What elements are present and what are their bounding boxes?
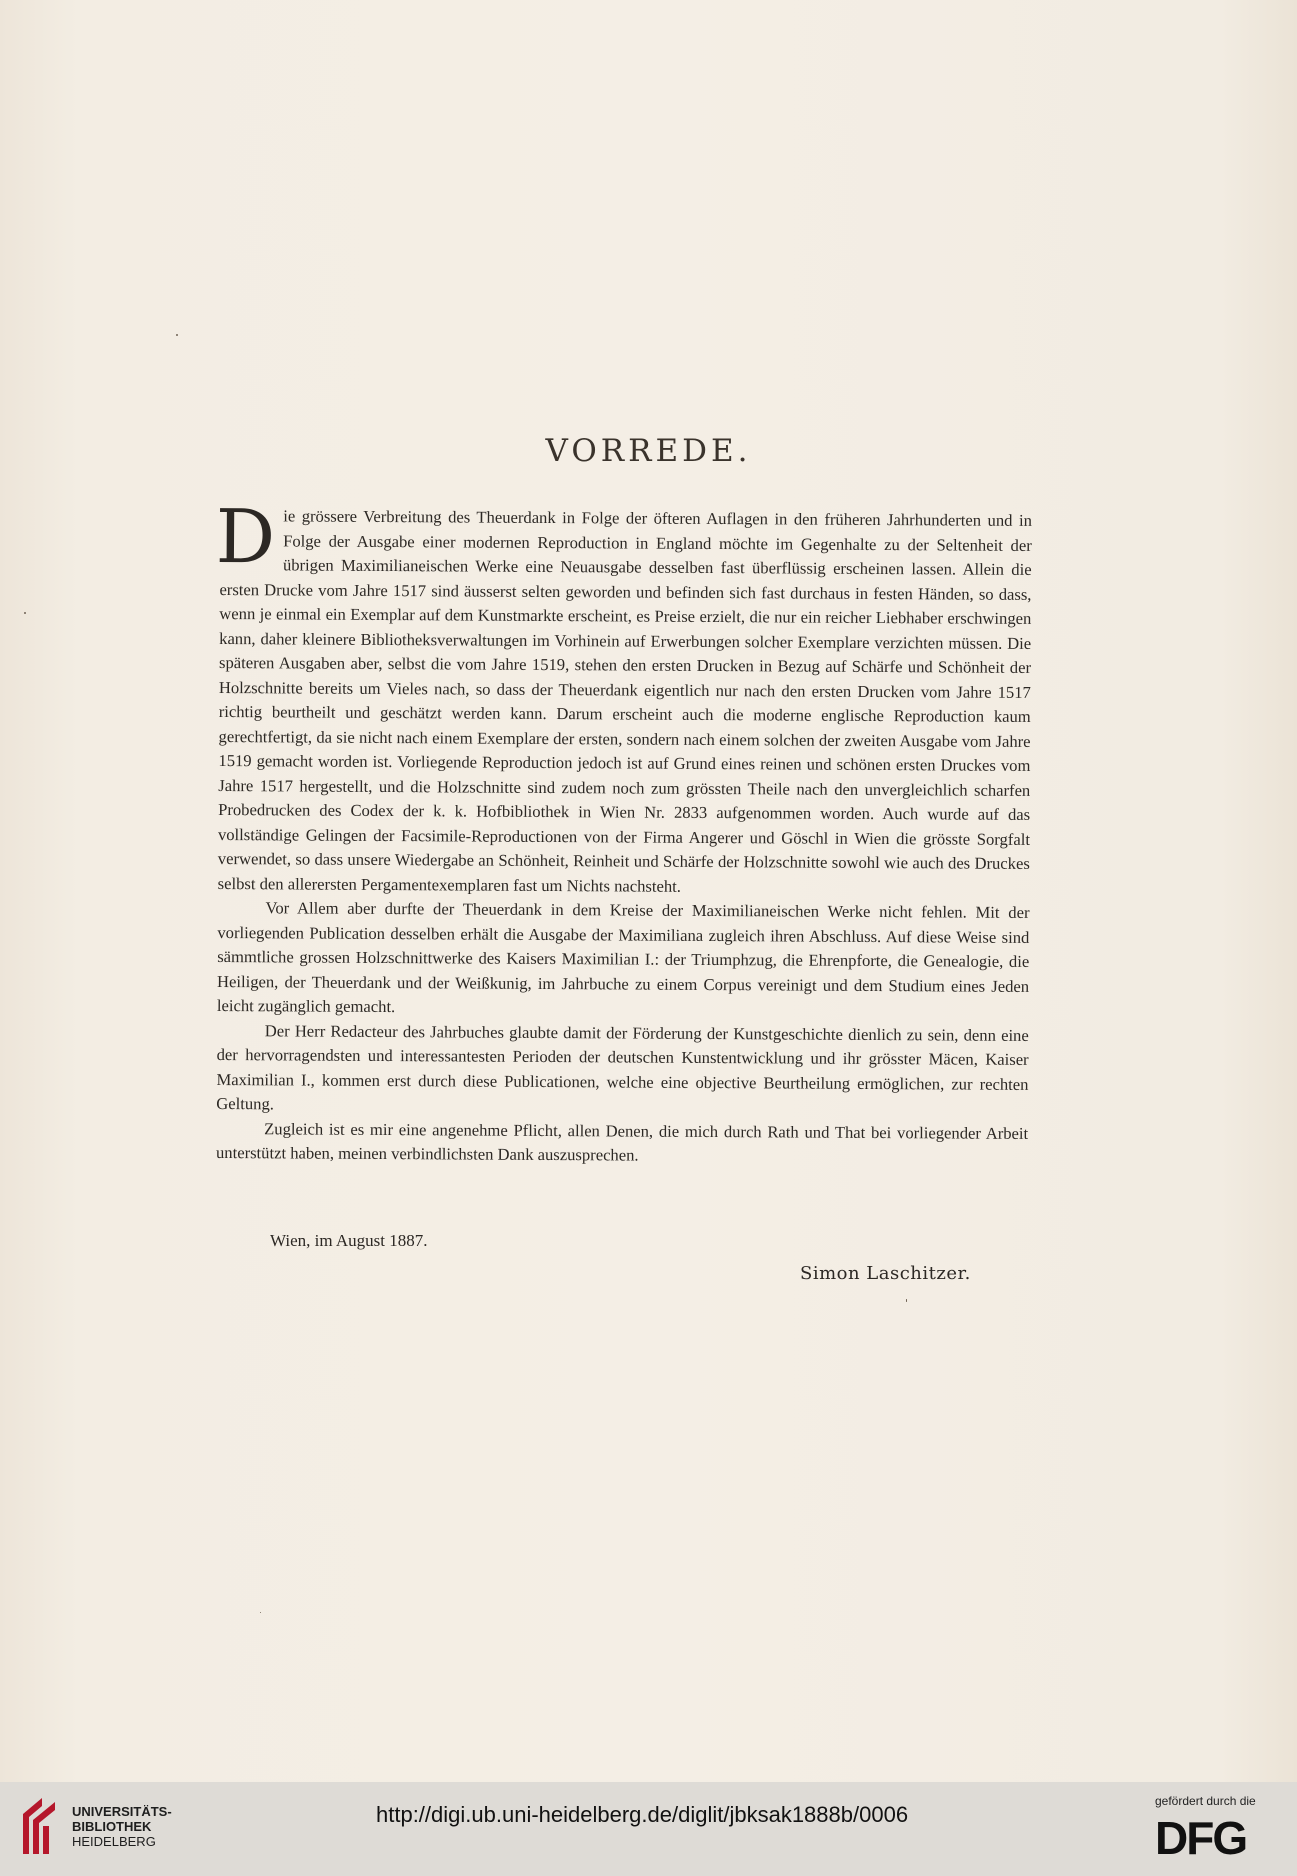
funding-note: gefördert durch die [1155,1794,1256,1808]
permalink-url[interactable]: http://digi.ub.uni-heidelberg.de/diglit/jbksak1888b/0006 [376,1802,909,1827]
library-name-line-2: BIBLIOTHEK [72,1819,152,1834]
page-title: VORREDE. [545,432,752,469]
library-logo-icon[interactable] [20,1796,58,1858]
signature: Simon Laschitzer. [800,1263,971,1284]
footer-bar [0,1782,1297,1876]
library-name-line-3: HEIDELBERG [72,1834,156,1849]
library-name-line-1: UNIVERSITÄTS- [72,1804,172,1819]
paragraph-1 [215,493,1032,901]
dfg-logo[interactable]: DFG [1155,1812,1247,1864]
preface-body [215,493,1032,1170]
library-name [72,1804,172,1849]
paragraph-2: Vor Allem aber durfte der Theuerdank in dem Kreise der Maximilianeischen Werke nicht fehlen. Mit der vorliegenden Publication desselben erhält die Ausgabe der Maximiliana zugleich ihren Abschluss. Auf diese Weise sind sämmtliche grossen Holzschnittwerke des Kaisers Maximilian I.: der Triumphzug, die Ehrenpforte, die Genealogie, die Heiligen, der Theuerdank und der Weißkunig, im Jahrbuche zu einem Corpus vereinigt und dem Studium eines Jeden leicht zugänglich gemacht. [216,898,1030,1017]
paragraph-4: Zugleich ist es mir eine angenehme Pflicht, allen Denen, die mich durch Rath und That bei vorliegender Arbeit unterstützt haben, meinen verbindlichsten Dank auszusprechen. [215,1118,1029,1165]
paper-speck [24,612,26,614]
dateline: Wien, im August 1887. [270,1231,428,1250]
drop-cap: D [215,493,276,581]
paragraph-3: Der Herr Redacteur des Jahrbuches glaubte damit der Förderung der Kunstgeschichte dienlich zu sein, denn eine der hervorragendsten und interessantesten Perioden der deutschen Kunstentwicklung und ihr grösster Mäcen, Kaiser Maximilian I., kommen erst durch diese Publicationen, welche eine objective Beurtheilung ermöglichen, zur rechten Geltung. [216,1020,1029,1114]
paper-speck [176,334,178,336]
paper-speck [260,1612,261,1613]
paragraph-1-text: ie grössere Verbreitung des Theuerdank in Folge der öfteren Auflagen in den früheren Jahrhunderten und in Folge der Ausgabe einer modernen Reproduction in England möchte im Gegenhalte zu der Seltenheit der übrigen Maximilianeischen Werke eine Neuausgabe desselben fast überflüssig erscheinen lassen. Allein die ersten Drucke vom Jahre 1517 sind äusserst selten geworden und befinden sich fast durchaus in festen Händen, so dass, wenn je einmal ein Exemplar auf dem Kunstmarkte erscheint, es Preise erzielt, die nur ein reicher Liebhaber erschwingen kann, daher kleinere Bibliotheksverwaltungen im Vorhinein auf Erwerbungen solcher Exemplare verzichten müssen. Die späteren Ausgaben aber, selbst die vom Jahre 1519, stehen den ersten Drucken in Bezug auf Schärfe und Schönheit der Holzschnitte bereits um Vieles nach, so dass der Theuerdank eigentlich nur nach den ersten Drucken vom Jahre 1517 richtig beurtheilt und geschätzt werden kann. Darum erscheint auch die moderne englische Reproduction kaum gerechtfertigt, da sie nicht nach einem Exemplare der ersten, sondern nach einem solchen der zweiten Ausgabe vom Jahre 1519 gemacht worden ist. Vorliegende Reproduction jedoch ist auf Grund eines reinen und schönen ersten Druckes vom Jahre 1517 hergestellt, und die Holzschnitte sind zudem noch zum grössten Theile nach den unvergleichlich scharfen Probedrucken des Codex der k. k. Hofbibliothek in Wien Nr. 2833 aufgenommen worden. Auch wurde auf das vollständige Gelingen der Facsimile-Reproductionen von der Firma Angerer und Göschl in Wien die grösste Sorgfalt verwendet, so dass unsere Wiedergabe an Schönheit, Reinheit und Schärfe der Holzschnitte sowohl wie auch des Druckes selbst den allerersten Pergamentexemplaren fast um Nichts nachsteht. [217,506,1032,896]
paper-speck [906,1299,907,1302]
